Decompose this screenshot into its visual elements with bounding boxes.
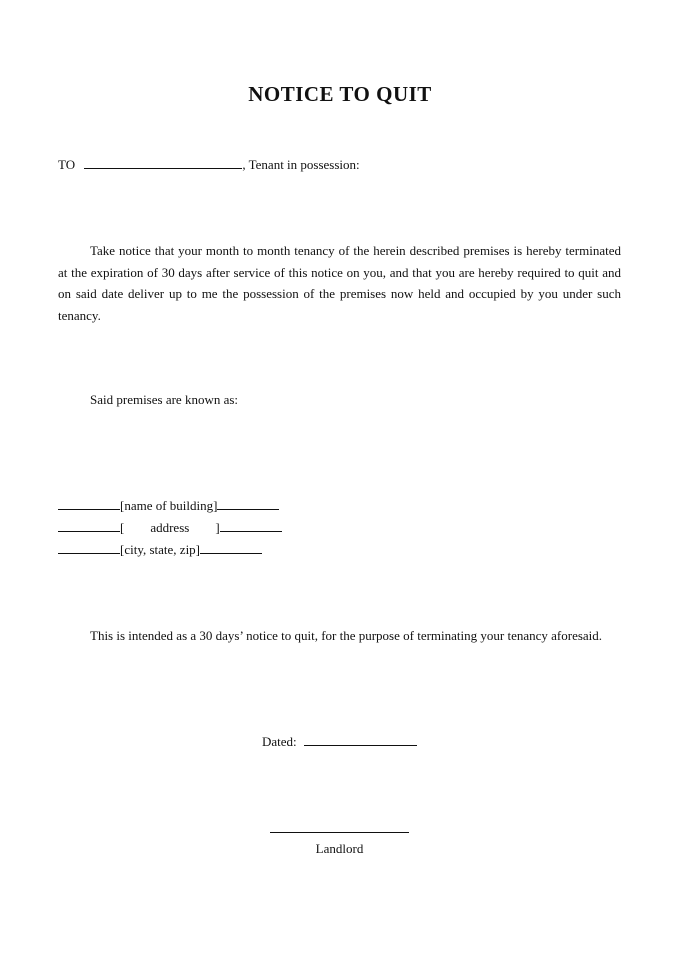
blank-line [58,520,120,532]
dated-line [262,734,417,750]
premises-intro: Said premises are known as: [90,392,239,407]
notice-purpose-paragraph: This is intended as a 30 days’ notice to quit, for the purpose of terminating your tenancy aforesaid. [90,628,603,643]
blank-line [217,498,279,510]
tenant-line [58,157,360,173]
to-label: TO [58,157,76,172]
building-name-field [58,498,279,514]
signature-line [270,832,409,833]
blank-line [58,542,120,554]
termination-paragraph: Take notice that your month to month tenancy of the herein described premises is hereby terminated at the expiration of 30 days after service of this notice on you, and that you are hereby required to quit and on said date deliver up to me the possession of the premises now held and occupied by you under such tenancy. [58,243,621,323]
tenant-name-blank [84,157,242,169]
building-name-label: [name of building] [120,498,218,513]
address-label: [ address ] [120,520,220,535]
tenant-suffix: , Tenant in possession: [242,157,360,172]
blank-line [200,542,262,554]
city-state-zip-field [58,542,262,558]
blank-line [220,520,282,532]
address-field [58,520,282,536]
landlord-label: Landlord [315,841,364,856]
city-state-zip-label: [city, state, zip] [120,542,201,557]
date-blank [304,734,417,746]
blank-line [58,498,120,510]
document-title: NOTICE TO QUIT [248,82,432,106]
dated-label: Dated: [262,734,297,749]
